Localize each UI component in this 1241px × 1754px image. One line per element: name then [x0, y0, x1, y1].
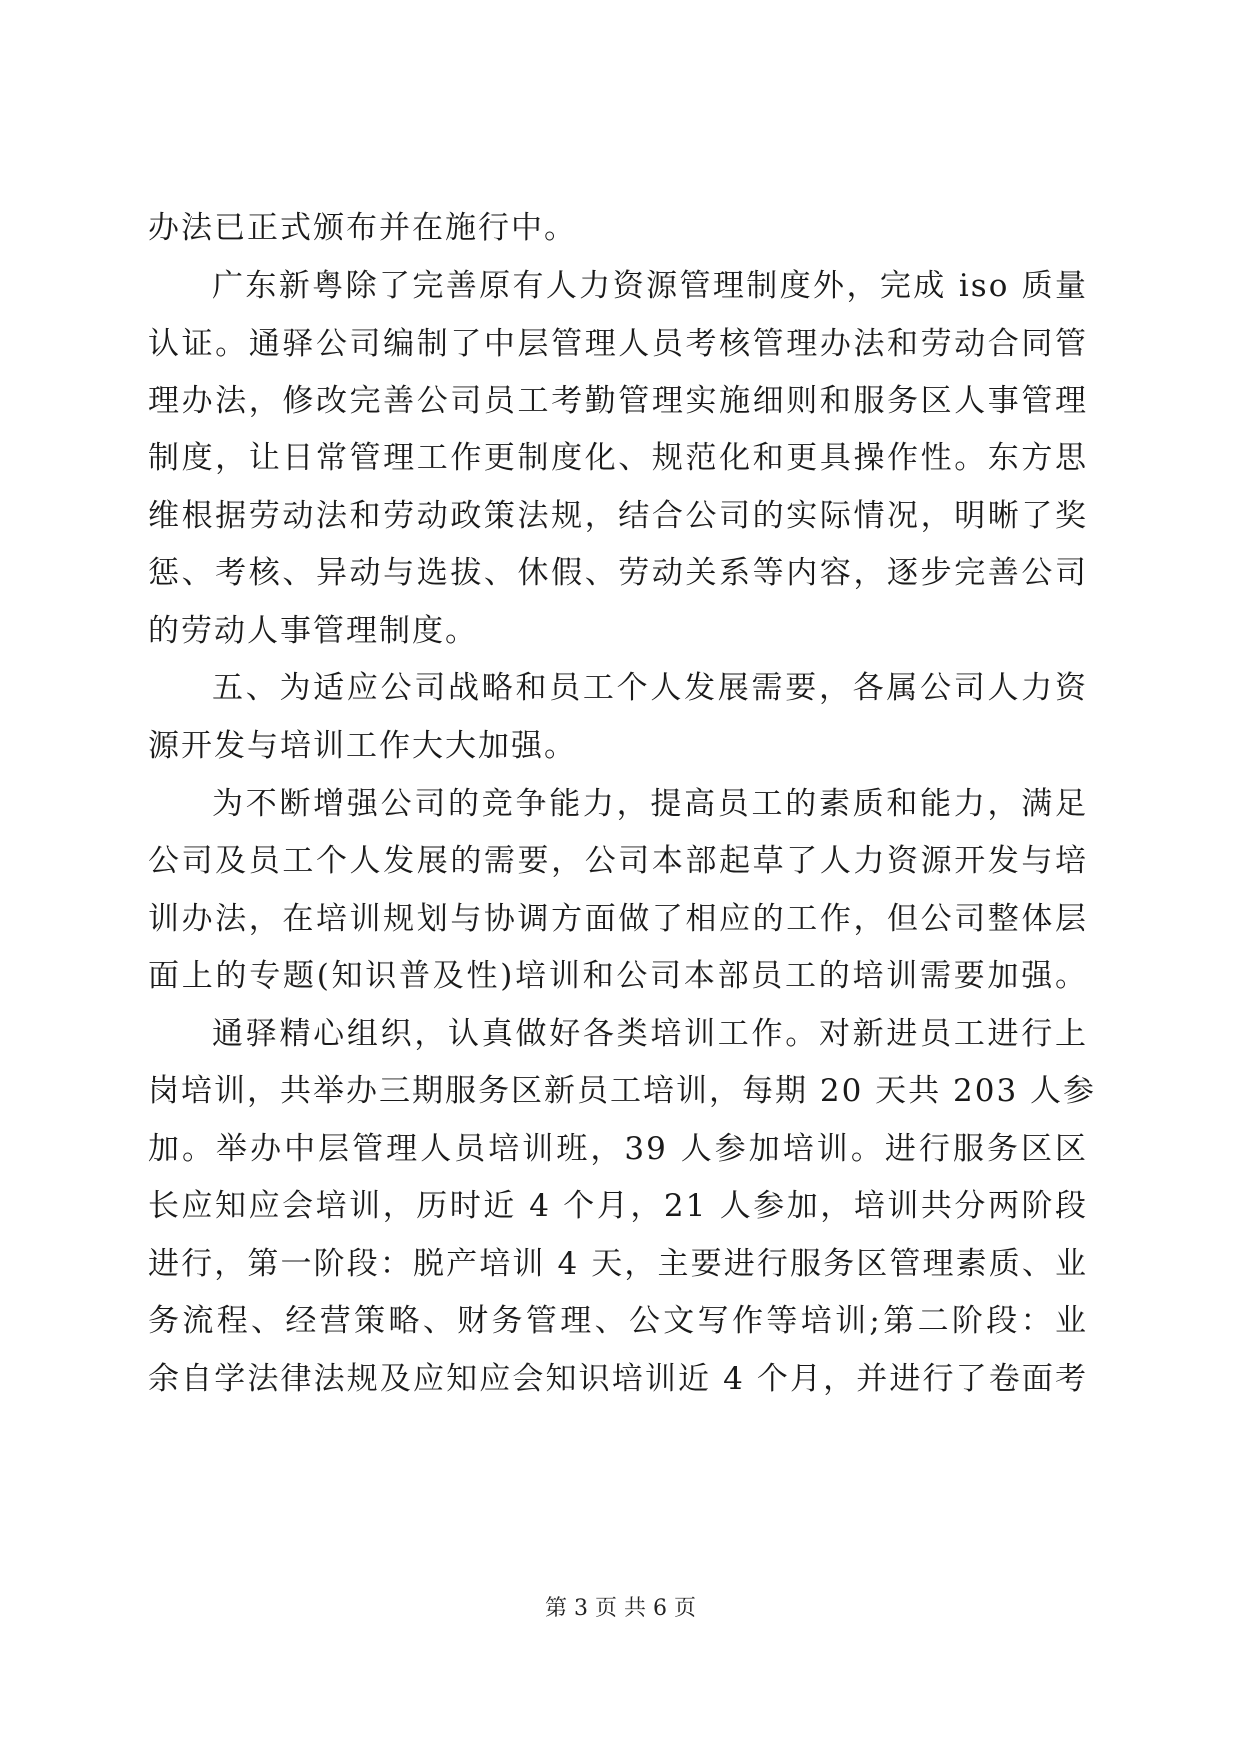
- text-line: 通驿精心组织，认真做好各类培训工作。对新进员工进行上: [212, 1016, 1088, 1052]
- text-line: 务流程、经营策略、财务管理、公文写作等培训;第二阶段：业: [148, 1303, 1088, 1339]
- text-line: 惩、考核、异动与选拔、休假、劳动关系等内容，逐步完善公司: [148, 555, 1088, 591]
- text-line: 为不断增强公司的竞争能力，提高员工的素质和能力，满足: [212, 786, 1088, 822]
- text-line: 长应知应会培训，历时近 4 个月，21 人参加，培训共分两阶段: [148, 1188, 1088, 1224]
- text-line: 公司及员工个人发展的需要，公司本部起草了人力资源开发与培: [148, 843, 1088, 879]
- text-line: 广东新粤除了完善原有人力资源管理制度外，完成 iso 质量: [212, 268, 1088, 304]
- text-line: 的劳动人事管理制度。: [148, 613, 478, 649]
- text-line: 办法已正式颁布并在施行中。: [148, 210, 577, 246]
- text-line: 源开发与培训工作大大加强。: [148, 728, 577, 764]
- text-line: 进行，第一阶段：脱产培训 4 天，主要进行服务区管理素质、业: [148, 1246, 1088, 1282]
- text-line: 认证。通驿公司编制了中层管理人员考核管理办法和劳动合同管: [148, 326, 1088, 362]
- text-line: 制度，让日常管理工作更制度化、规范化和更具操作性。东方思: [148, 440, 1088, 476]
- text-line: 面上的专题(知识普及性)培训和公司本部员工的培训需要加强。: [148, 958, 1088, 994]
- text-line: 训办法，在培训规划与协调方面做了相应的工作，但公司整体层: [148, 901, 1088, 937]
- page-footer: 第 3 页 共 6 页: [545, 1596, 696, 1621]
- text-line: 余自学法律法规及应知应会知识培训近 4 个月，并进行了卷面考: [148, 1361, 1088, 1397]
- text-line: 理办法，修改完善公司员工考勤管理实施细则和服务区人事管理: [148, 383, 1088, 419]
- text-line: 五、为适应公司战略和员工个人发展需要，各属公司人力资: [212, 670, 1088, 706]
- text-line: 加。举办中层管理人员培训班，39 人参加培训。进行服务区区: [148, 1131, 1088, 1167]
- text-line: 维根据劳动法和劳动政策法规，结合公司的实际情况，明晰了奖: [148, 498, 1088, 534]
- text-line: 岗培训，共举办三期服务区新员工培训，每期 20 天共 203 人参: [148, 1073, 1097, 1109]
